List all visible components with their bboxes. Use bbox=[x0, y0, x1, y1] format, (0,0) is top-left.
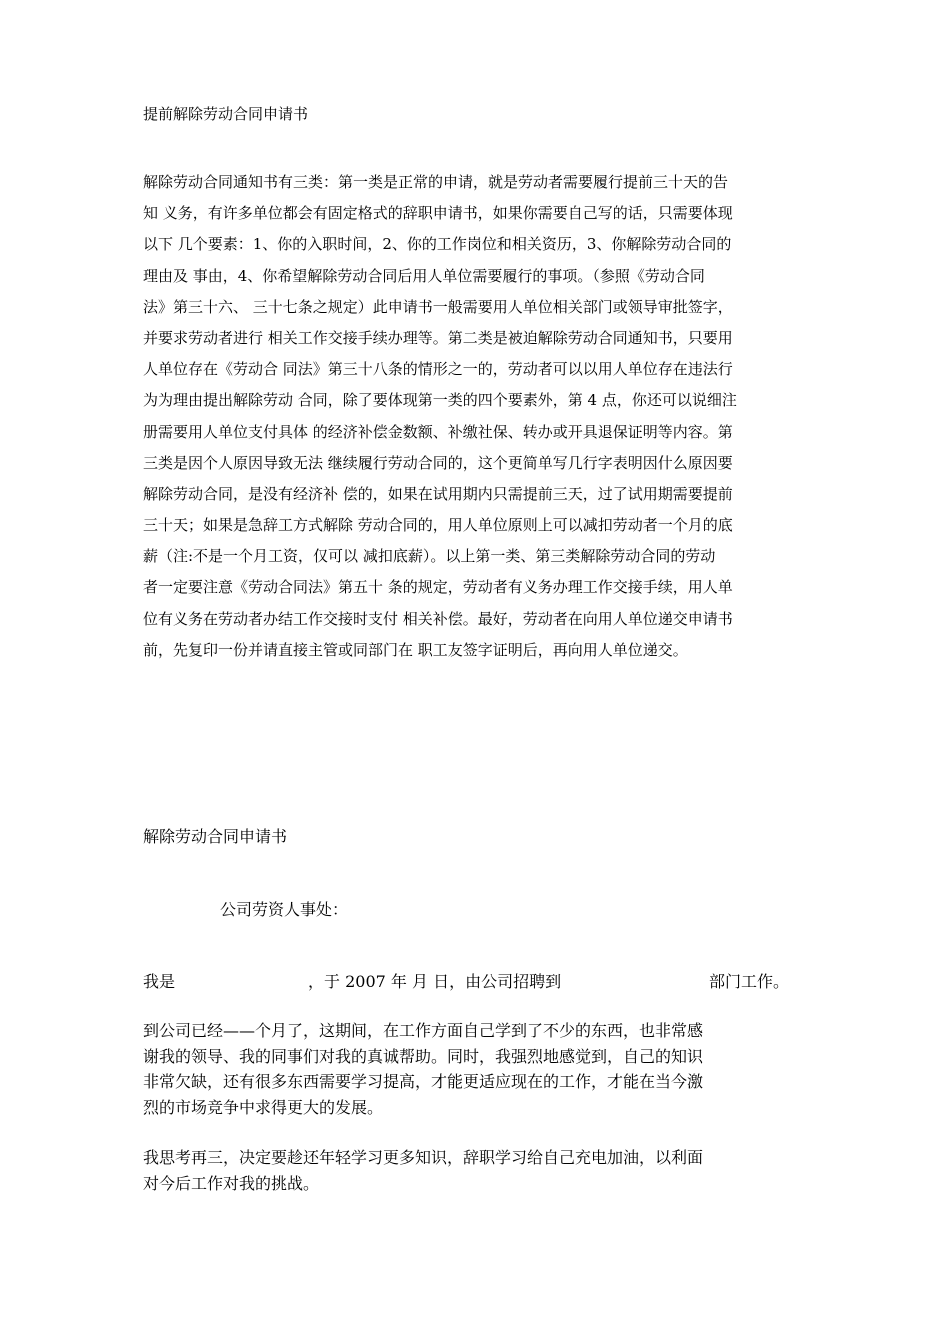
intro-line: 册需要用人单位支付具体 的经济补偿金数额、补缴社保、转办或开具退保证明等内容。第 bbox=[143, 422, 733, 441]
intro-line: 解除劳动合同通知书有三类：第一类是正常的申请，就是劳动者需要履行提前三十天的告 bbox=[143, 173, 729, 191]
intro-line: 为为理由提出解除劳动 合同，除了要体现第一类的四个要素外，第 4 点，你还可以说细注 bbox=[143, 391, 737, 410]
intro-line: 前，先复印一份并请直接主管或同部门在 职工友签字证明后，再向用人单位递交。 bbox=[143, 640, 688, 659]
intro-line: 位有义务在劳动者办结工作交接时支付 相关补偿。最好，劳动者在向用人单位递交申请书 bbox=[143, 609, 733, 628]
paragraph-line: 非常欠缺，还有很多东西需要学习提高，才能更适应现在的工作，才能在当今激 bbox=[143, 1072, 704, 1091]
intro-line: 薪（注:不是一个月工资，仅可以 减扣底薪）。以上第一类、第三类解除劳动合同的劳动 bbox=[143, 547, 716, 566]
intro-line: 者一定要注意《劳动合同法》第五十 条的规定，劳动者有义务办理工作交接手续，用人单 bbox=[143, 578, 733, 597]
fill-line-part1: 我是 bbox=[143, 972, 176, 991]
paragraph-line: 对今后工作对我的挑战。 bbox=[143, 1173, 320, 1193]
intro-line: 知 义务，有许多单位都会有固定格式的辞职申请书，如果你需要自己写的话，只需要体现 bbox=[143, 204, 733, 223]
intro-line: 三十天；如果是急辞工方式解除 劳动合同的，用人单位原则上可以减扣劳动者一个月的底 bbox=[143, 516, 733, 535]
intro-line: 并要求劳动者进行 相关工作交接手续办理等。第二类是被迫解除劳动合同通知书，只要用 bbox=[143, 328, 733, 347]
paragraph-line: 我思考再三，决定要趁还年轻学习更多知识，辞职学习给自己充电加油，以利面 bbox=[143, 1148, 704, 1167]
paragraph-line: 烈的市场竞争中求得更大的发展。 bbox=[143, 1097, 384, 1117]
intro-line: 三类是因个人原因导致无法 继续履行劳动合同的，这个更简单写几行字表明因什么原因要 bbox=[143, 453, 733, 472]
intro-line: 理由及 事由，4、你希望解除劳动合同后用人单位需要履行的事项。（参照《劳动合同 bbox=[143, 266, 705, 285]
intro-line: 以下 几个要素：1、你的入职时间，2、你的工作岗位和相关资历，3、你解除劳动合同的 bbox=[143, 235, 732, 254]
intro-line: 解除劳动合同，是没有经济补 偿的，如果在试用期内只需提前三天，过了试用期需要提前 bbox=[143, 484, 733, 503]
paragraph-line: 到公司已经——个月了，这期间，在工作方面自己学到了不少的东西，也非常感 bbox=[143, 1021, 704, 1040]
fill-line-part3: 部门工作。 bbox=[709, 972, 790, 991]
intro-line: 法》第三十六、 三十七条之规定）此申请书一般需要用人单位相关部门或领导审批签字， bbox=[143, 297, 733, 316]
intro-paragraph bbox=[143, 171, 823, 670]
letter-paragraph-1 bbox=[143, 1019, 833, 1121]
document-title: 提前解除劳动合同申请书 bbox=[143, 105, 309, 123]
letter-title: 解除劳动合同申请书 bbox=[143, 827, 288, 846]
paragraph-line: 谢我的领导、我的同事们对我的真诚帮助。同时，我强烈地感觉到，自己的知识 bbox=[143, 1046, 704, 1066]
fill-line-part2: ，于 2007 年 月 日，由公司招聘到 bbox=[308, 972, 562, 991]
intro-line: 人单位存在《劳动合 同法》第三十八条的情形之一的，劳动者可以以用人单位存在违法行 bbox=[143, 360, 733, 379]
letter-paragraph-2 bbox=[143, 1146, 833, 1197]
letter-addressee: 公司劳资人事处： bbox=[220, 900, 349, 919]
letter-fill-line bbox=[143, 970, 823, 996]
